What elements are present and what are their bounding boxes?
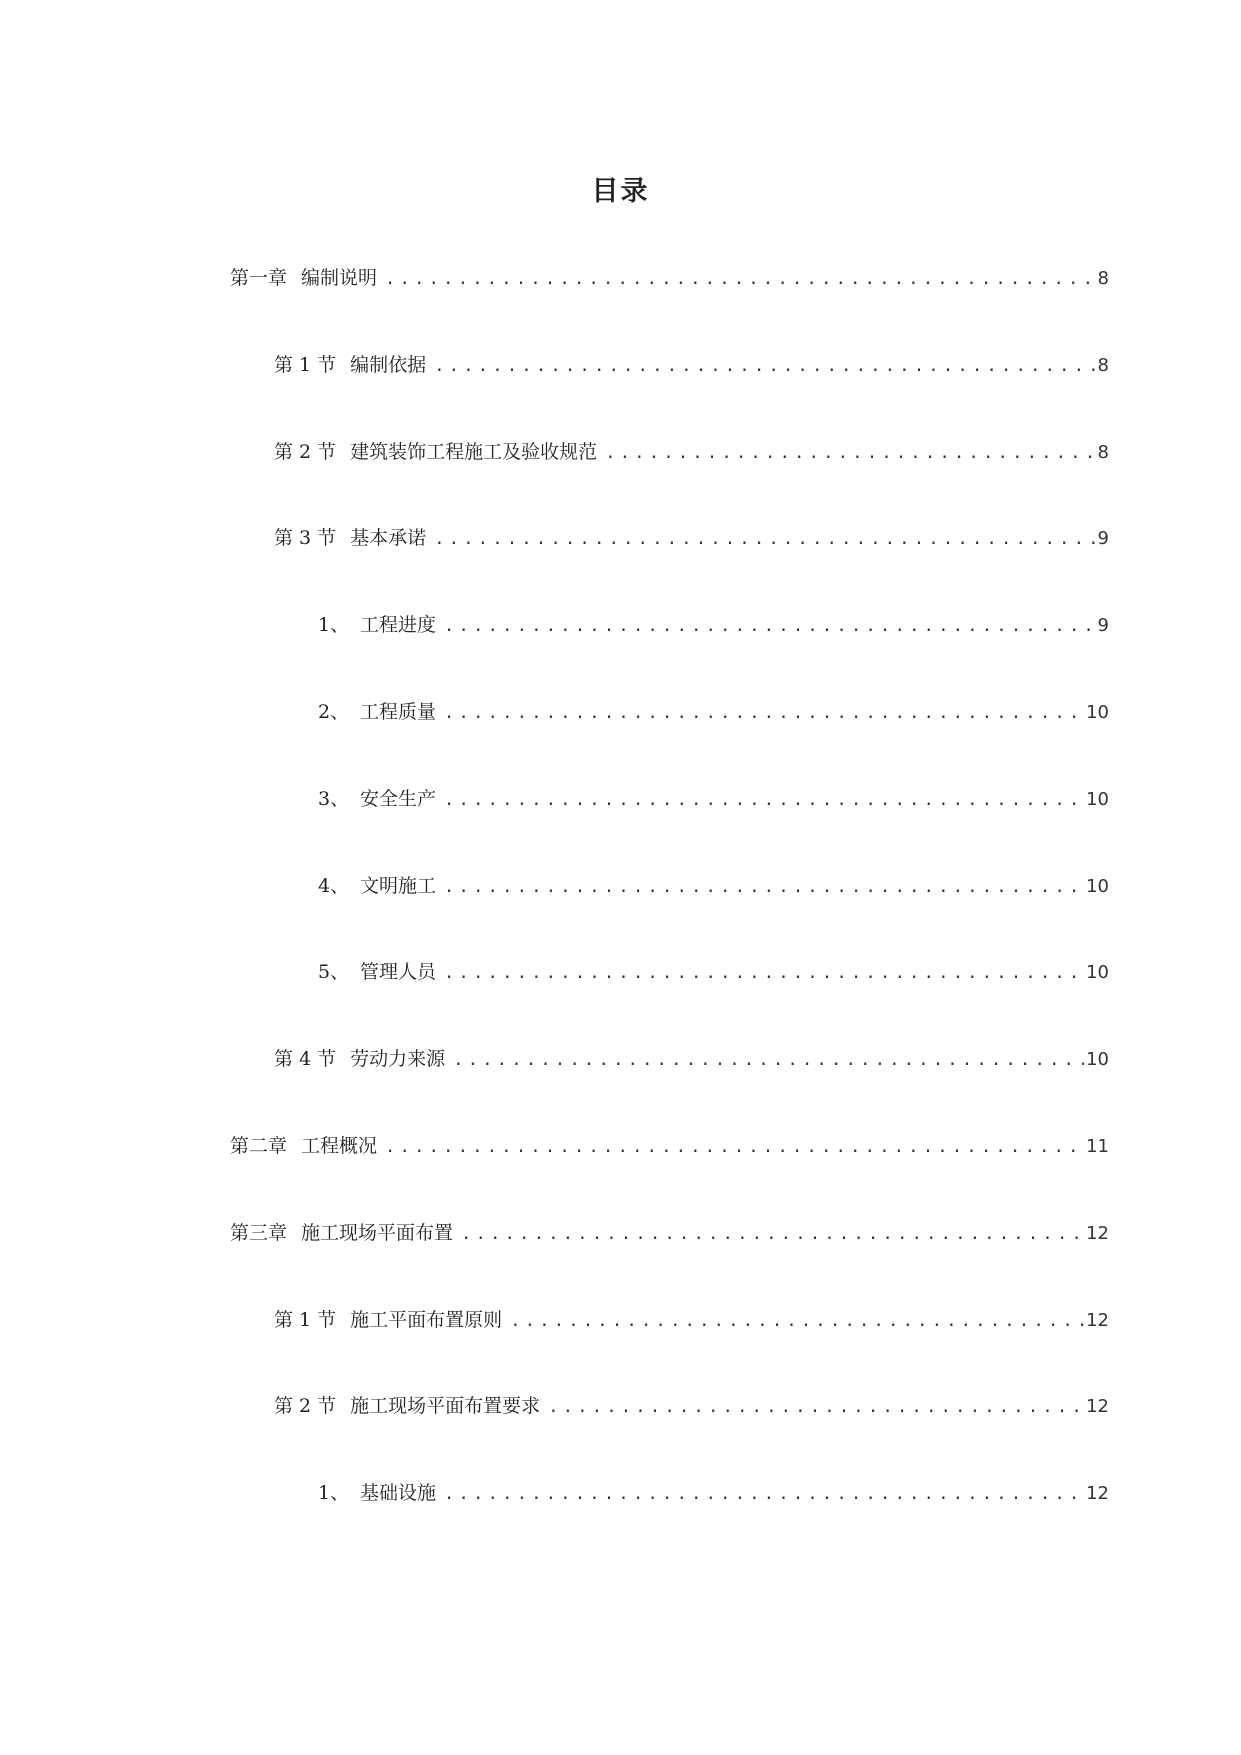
toc-entry[interactable] — [318, 956, 1109, 988]
toc-page-number: 12 — [1086, 1396, 1109, 1417]
toc-entry-title: 文明施工 — [360, 875, 437, 897]
toc-entry-title: 工程质量 — [360, 701, 437, 723]
toc-page-number: 8 — [1097, 268, 1109, 289]
toc-page-number: 10 — [1086, 1049, 1109, 1070]
toc-entry-number: 第 4 节 — [274, 1048, 337, 1070]
toc-entry[interactable] — [318, 609, 1109, 641]
toc-entry-number: 第 3 节 — [274, 527, 337, 549]
toc-title: 目录 — [591, 176, 650, 207]
dot-leader — [444, 871, 1084, 902]
toc-entry[interactable] — [318, 1477, 1109, 1509]
toc-entry-title: 编制依据 — [350, 354, 427, 376]
toc-page-number: 12 — [1086, 1483, 1109, 1504]
toc-entry-number: 1、 — [318, 1482, 350, 1504]
toc-entry[interactable] — [274, 436, 1109, 468]
toc-entry[interactable] — [230, 1130, 1109, 1162]
toc-entry-number: 3、 — [318, 788, 350, 810]
toc-page-number: 10 — [1086, 962, 1109, 983]
toc-page-number: 8 — [1097, 442, 1109, 463]
dot-leader — [444, 697, 1084, 728]
toc-entry-number: 第 2 节 — [274, 1395, 337, 1417]
toc-page-number: 10 — [1086, 702, 1109, 723]
dot-leader — [444, 610, 1096, 641]
dot-leader — [548, 1391, 1084, 1422]
toc-page-number: 12 — [1086, 1310, 1109, 1331]
dot-leader — [444, 784, 1084, 815]
toc-entry-title: 建筑装饰工程施工及验收规范 — [350, 441, 598, 463]
dot-leader — [453, 1044, 1084, 1075]
toc-entry[interactable] — [274, 1304, 1109, 1336]
toc-entry-title: 工程概况 — [301, 1135, 378, 1157]
toc-entry-number: 5、 — [318, 961, 350, 983]
toc-entry[interactable] — [274, 1390, 1109, 1422]
toc-entry-number: 4、 — [318, 875, 350, 897]
toc-entry[interactable] — [274, 349, 1109, 381]
toc-page-number: 11 — [1086, 1136, 1109, 1157]
toc-entry-number: 第 1 节 — [274, 1309, 337, 1331]
toc-entry-title: 管理人员 — [360, 961, 437, 983]
toc-entry-title: 基础设施 — [360, 1482, 437, 1504]
toc-entry-title: 编制说明 — [301, 267, 378, 289]
toc-entry-number: 第一章 — [230, 267, 288, 289]
toc-page-number: 12 — [1086, 1223, 1109, 1244]
toc-page-number: 10 — [1086, 876, 1109, 897]
dot-leader — [444, 1478, 1084, 1509]
toc-entry[interactable] — [318, 783, 1109, 815]
toc-entry-title: 施工平面布置原则 — [350, 1309, 503, 1331]
toc-page-number: 10 — [1086, 789, 1109, 810]
toc-entry[interactable] — [274, 522, 1109, 554]
toc-entry[interactable] — [230, 1217, 1109, 1249]
dot-leader — [385, 1131, 1084, 1162]
toc-entry[interactable] — [318, 870, 1109, 902]
dot-leader — [510, 1305, 1084, 1336]
dot-leader — [605, 437, 1095, 468]
dot-leader — [461, 1218, 1084, 1249]
toc-page-number: 8 — [1097, 355, 1109, 376]
toc-entry-number: 第 2 节 — [274, 441, 337, 463]
toc-entry-title: 基本承诺 — [350, 527, 427, 549]
toc-entry-number: 第二章 — [230, 1135, 288, 1157]
toc-entry-title: 施工现场平面布置要求 — [350, 1395, 541, 1417]
toc-entry-title: 劳动力来源 — [350, 1048, 446, 1070]
toc-entry-number: 第 1 节 — [274, 354, 337, 376]
dot-leader — [434, 523, 1095, 554]
toc-entry[interactable] — [274, 1043, 1109, 1075]
toc-entry-number: 2、 — [318, 701, 350, 723]
toc-entry[interactable] — [230, 262, 1109, 294]
toc-entry[interactable] — [318, 696, 1109, 728]
toc-entry-number: 第三章 — [230, 1222, 288, 1244]
dot-leader — [444, 957, 1084, 988]
toc-entry-title: 工程进度 — [360, 614, 437, 636]
dot-leader — [385, 263, 1096, 294]
toc-entry-title: 安全生产 — [360, 788, 437, 810]
toc-entry-title: 施工现场平面布置 — [301, 1222, 454, 1244]
toc-page-number: 9 — [1097, 615, 1109, 636]
toc-entry-number: 1、 — [318, 614, 350, 636]
dot-leader — [434, 350, 1095, 381]
toc-page-number: 9 — [1097, 528, 1109, 549]
